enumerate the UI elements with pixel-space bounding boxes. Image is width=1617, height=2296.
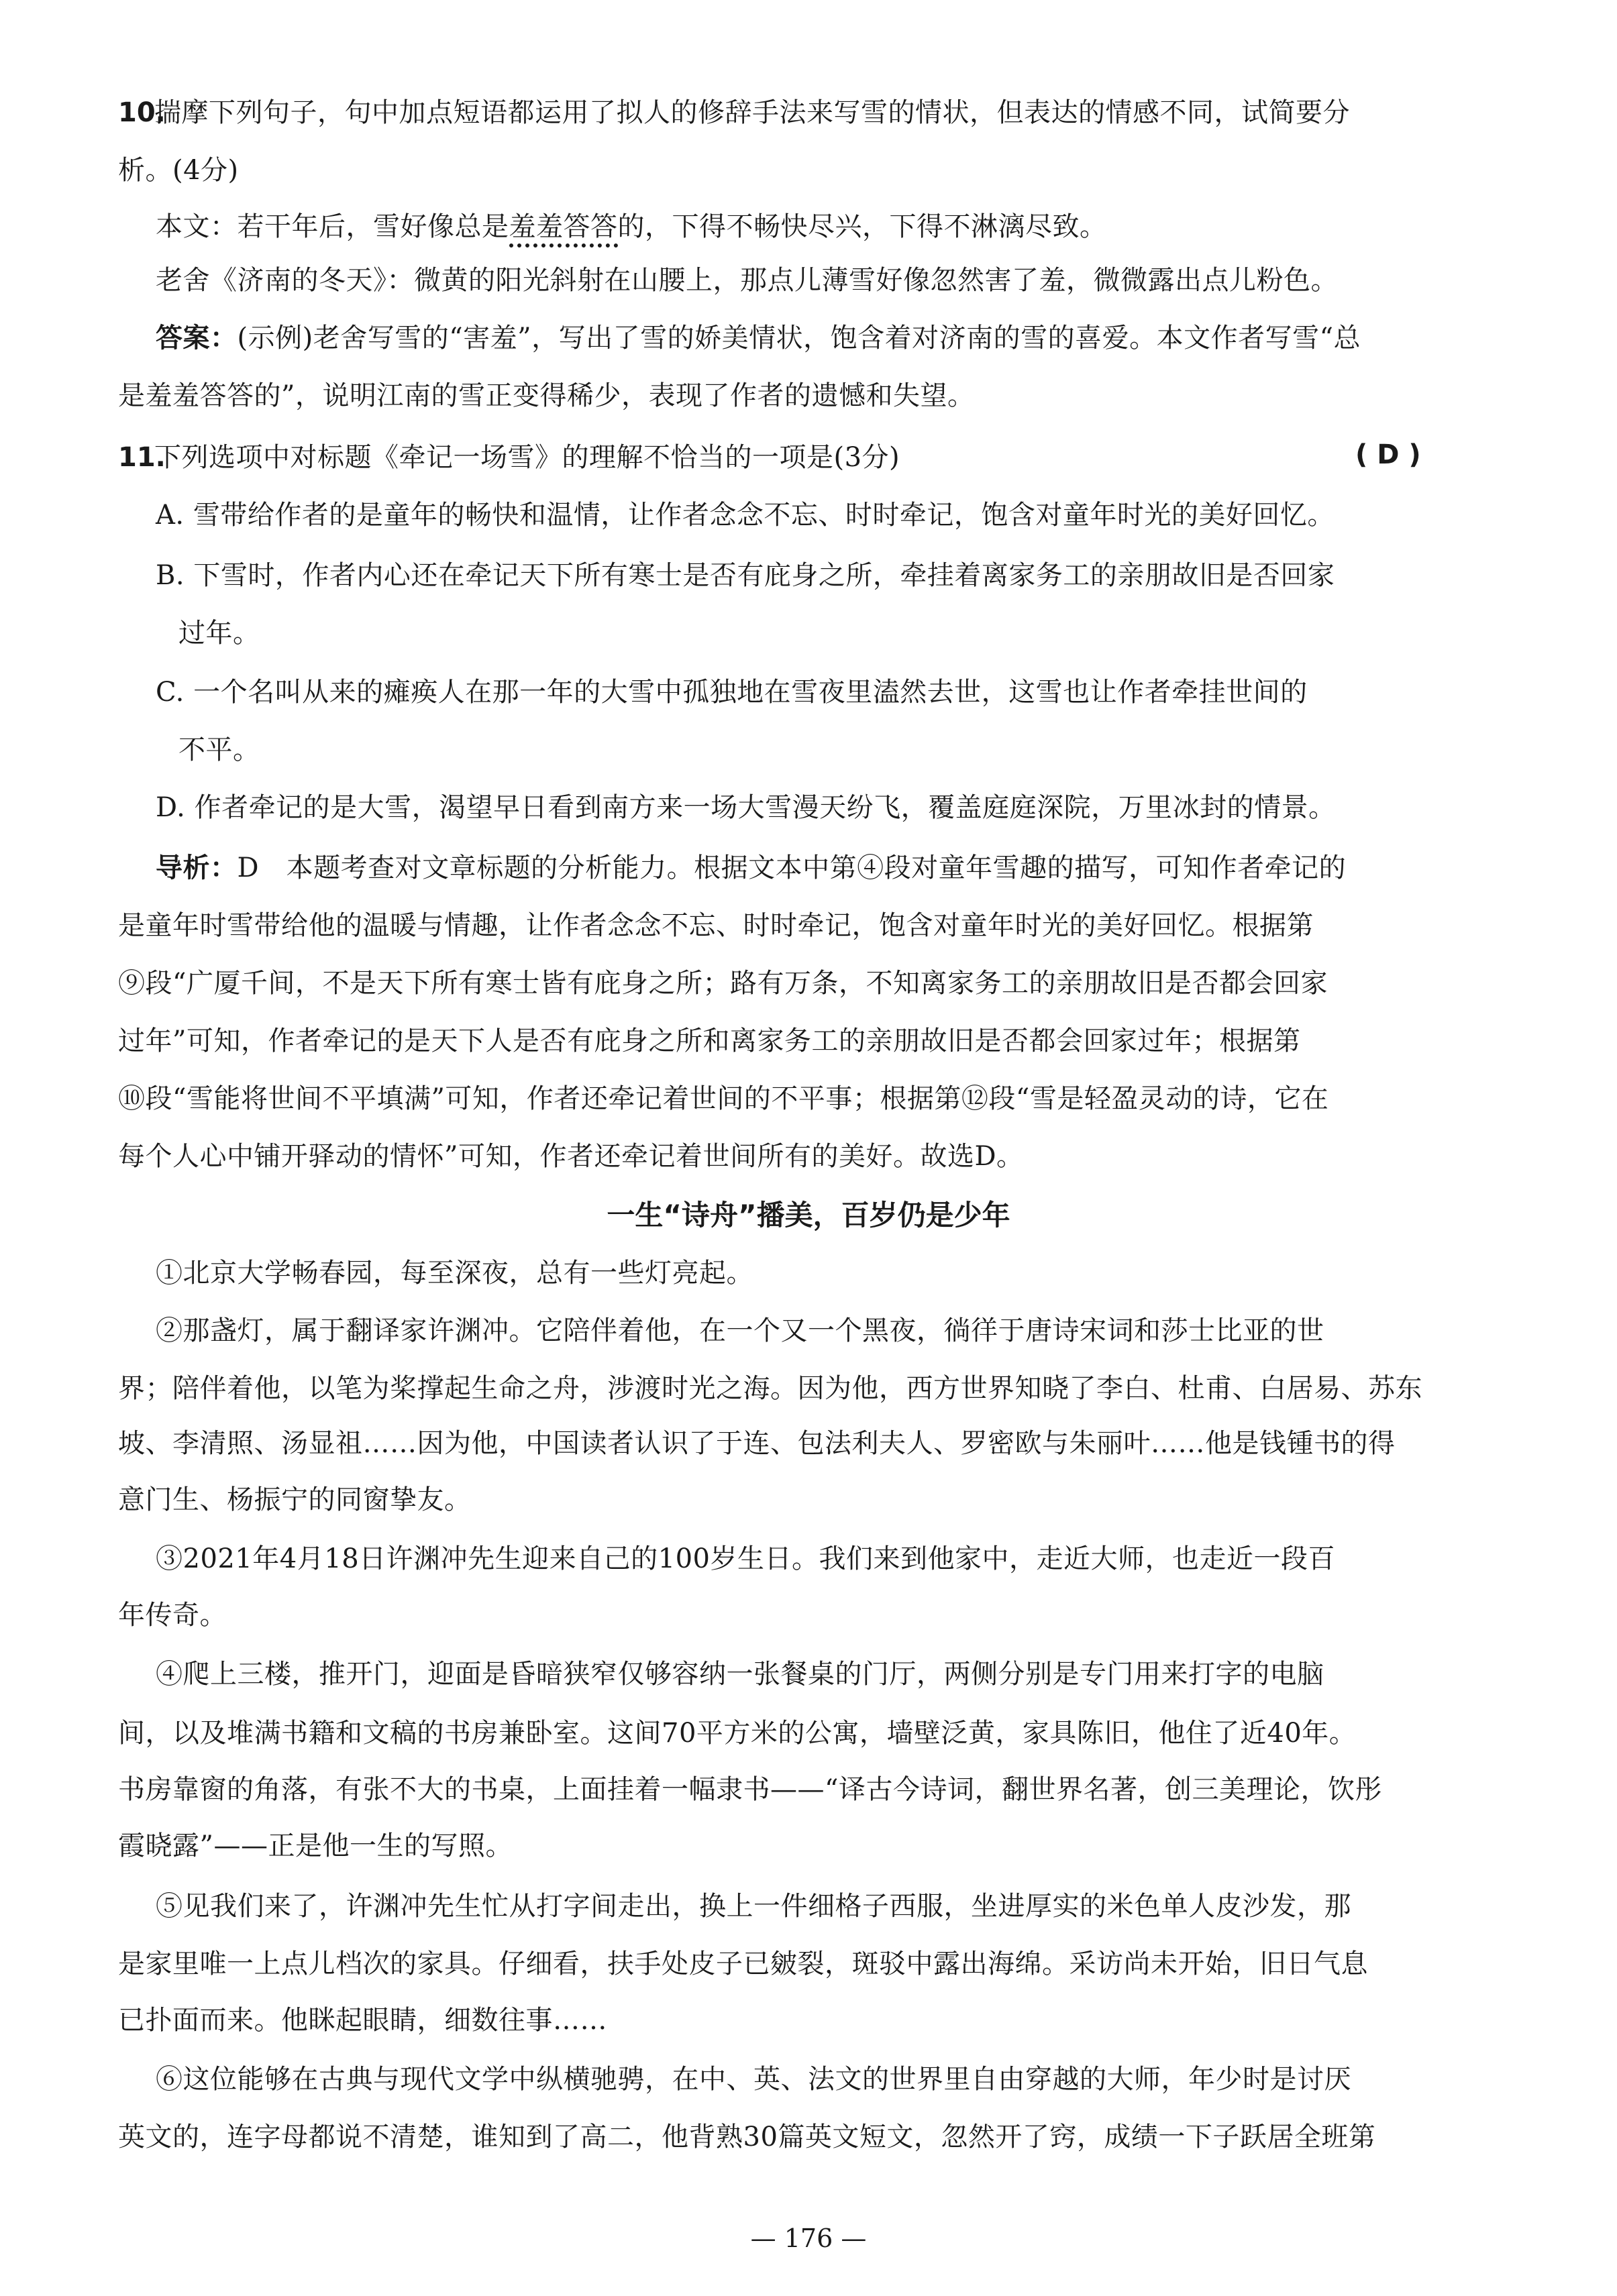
article-p3-line1: ③2021年4月18日许渊冲先生迎来自己的100岁生日。我们来到他家中，走近大师，也走近一段百 [156,1543,1335,1574]
question-10-example-1 [156,208,1107,245]
question-11-answer: ( D ) [1355,439,1421,470]
option-d: D. 作者牵记的是大雪，渴望早日看到南方来一场大雪漫天纷飞，覆盖庭庭深院，万里冰封的情景。 [156,792,1336,823]
article-p2-line3: 坡、李清照、汤显祖……因为他，中国读者认识了于连、包法利夫人、罗密欧与朱丽叶……他是钱锺书的得 [118,1428,1396,1459]
page-number: — 176 — [750,2224,867,2253]
answer-label: 答案： [156,323,238,353]
question-11-number: 11. [118,442,166,473]
article-p4-line1: ④爬上三楼，推开门，迎面是昏暗狭窄仅够容纳一张餐桌的门厅，两侧分别是专门用来打字的电脑 [156,1659,1324,1690]
article-p3-line2: 年传奇。 [118,1600,227,1631]
guide-line3: ⑨段“广厦千间，不是天下所有寒士皆有庇身之所；路有万条，不知离家务工的亲朋故旧是否都会回家 [118,968,1328,999]
question-10-answer-line2: 是羞羞答答的”，说明江南的雪正变得稀少，表现了作者的遗憾和失望。 [118,380,975,411]
question-10-stem-line1: 揣摩下列句子，句中加点短语都运用了拟人的修辞手法来写雪的情状，但表达的情感不同，试简要分 [154,97,1350,128]
question-10-example-2: 老舍《济南的冬天》：微黄的阳光斜射在山腰上，那点儿薄雪好像忽然害了羞，微微露出点儿粉色。 [156,265,1338,296]
answer-text: (示例)老舍写雪的“害羞”，写出了雪的娇美情状，饱含着对济南的雪的喜爱。本文作者写雪“总 [237,323,1361,353]
option-c-line2: 不平。 [178,734,260,765]
example-1-dotted-phrase: 羞羞答答 [509,211,618,248]
guide-line1 [156,849,1346,887]
article-p5-line2: 是家里唯一上点儿档次的家具。仔细看，扶手处皮子已皴裂，斑驳中露出海绵。采访尚未开始，旧日气息 [118,1949,1368,1979]
example-1-after: 的，下得不畅快尽兴，下得不淋漓尽致。 [617,211,1107,242]
article-p2-line2: 界；陪伴着他，以笔为桨撑起生命之舟，涉渡时光之海。因为他，西方世界知晓了李白、杜甫、白居易、苏东 [118,1373,1422,1404]
option-b-line1: B. 下雪时，作者内心还在牵记天下所有寒士是否有庇身之所，牵挂着离家务工的亲朋故旧是否回家 [156,560,1335,591]
guide-label: 导析： [156,853,238,883]
article-p6-line2: 英文的，连字母都说不清楚，谁知到了高二，他背熟30篇英文短文，忽然开了窍，成绩一下子跃居全班第 [118,2122,1376,2152]
example-1-before: 本文：若干年后，雪好像总是 [156,211,509,242]
option-b-line2: 过年。 [178,618,260,649]
article-p4-line2: 间，以及堆满书籍和文稿的书房兼卧室。这间70平方米的公寓，墙壁泛黄，家具陈旧，他住了近40年。 [118,1718,1357,1749]
guide-line6: 每个人心中铺开驿动的情怀”可知，作者还牵记着世间所有的美好。故选D。 [118,1141,1024,1172]
article-p4-line4: 霞晓露”——正是他一生的写照。 [118,1830,513,1861]
question-10-stem-line2: 析。(4分) [118,155,239,186]
article-p5-line1: ⑤见我们来了，许渊冲先生忙从打字间走出，换上一件细格子西服，坐进厚实的米色单人皮沙发，那 [156,1891,1351,1922]
question-10-answer-line1 [156,319,1361,357]
article-p6-line1: ⑥这位能够在古典与现代文学中纵横驰骋，在中、英、法文的世界里自由穿越的大师，年少时是讨厌 [156,2064,1351,2095]
guide-text: D 本题考查对文章标题的分析能力。根据文本中第④段对童年雪趣的描写，可知作者牵记的 [237,853,1347,883]
guide-line4: 过年”可知，作者牵记的是天下人是否有庇身之所和离家务工的亲朋故旧是否都会回家过年；根据第 [118,1026,1301,1056]
guide-line2: 是童年时雪带给他的温暖与情趣，让作者念念不忘、时时牵记，饱含对童年时光的美好回忆。根据第 [118,910,1314,941]
option-a: A. 雪带给作者的是童年的畅快和温情，让作者念念不忘、时时牵记，饱含对童年时光的美好回忆。 [156,500,1335,531]
guide-line5: ⑩段“雪能将世间不平填满”可知，作者还牵记着世间的不平事；根据第⑫段“雪是轻盈灵动的诗，它在 [118,1083,1329,1114]
article-p1: ①北京大学畅春园，每至深夜，总有一些灯亮起。 [156,1258,753,1289]
article-p5-line3: 已扑面而来。他眯起眼睛，细数往事…… [118,2005,607,2036]
article-p4-line3: 书房靠窗的角落，有张不大的书桌，上面挂着一幅隶书——“译古今诗词，翻世界名著，创三美理论，饮彤 [118,1774,1382,1805]
option-c-line1: C. 一个名叫从来的瘫痪人在那一年的大雪中孤独地在雪夜里溘然去世，这雪也让作者牵挂世间的 [156,677,1308,708]
article-p2-line1: ②那盏灯，属于翻译家许渊冲。它陪伴着他，在一个又一个黑夜，徜徉于唐诗宋词和莎士比亚的世 [156,1315,1324,1346]
question-11-stem: 下列选项中对标题《牵记一场雪》的理解不恰当的一项是(3分) [154,442,900,473]
article-p2-line4: 意门生、杨振宁的同窗挚友。 [118,1484,472,1515]
question-10-number: 10. [118,97,166,128]
article-title: 一生“诗舟”播美，百岁仍是少年 [607,1199,1010,1232]
